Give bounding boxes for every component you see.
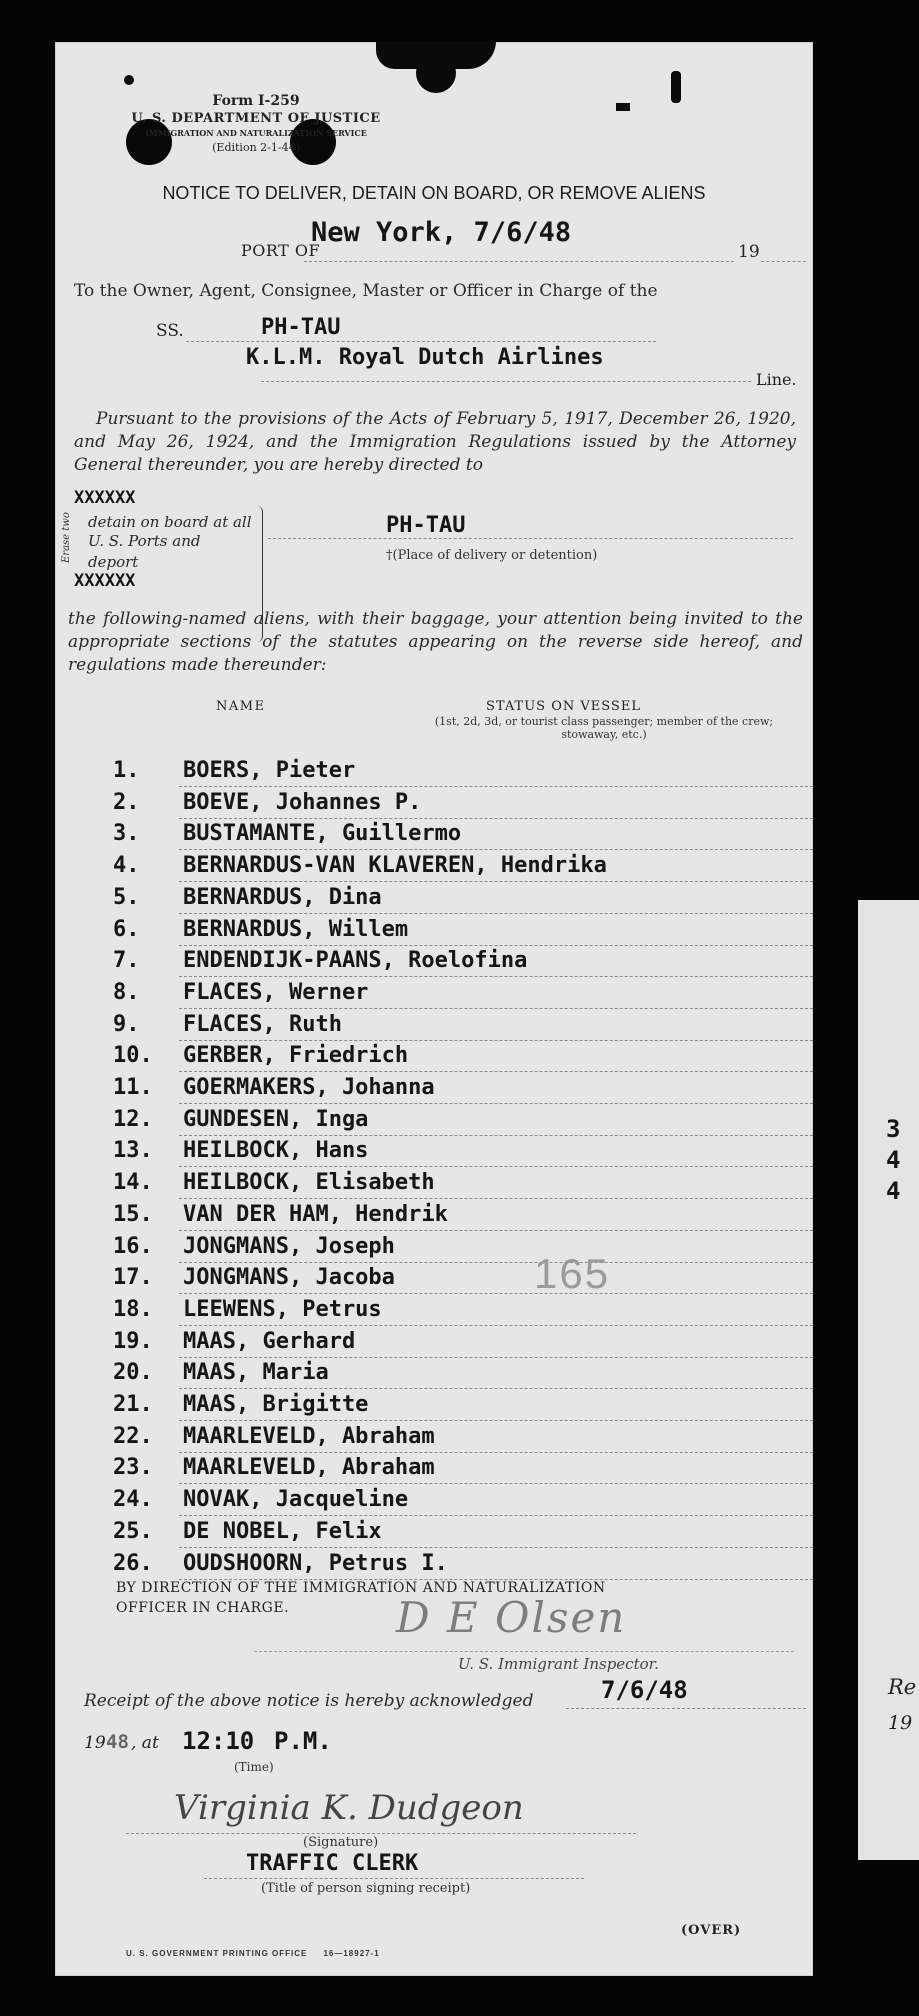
alien-row-number: 7. <box>113 948 140 974</box>
signature-label: (Signature) <box>303 1835 379 1850</box>
column-header-status: STATUS ON VESSEL <box>486 699 641 714</box>
option-deliver-struck: XXXXXX <box>74 488 136 508</box>
alien-row-line <box>179 1040 813 1041</box>
alien-row <box>113 758 813 788</box>
adjacent-page-digit: 4 <box>886 1177 901 1205</box>
alien-row <box>113 1138 813 1168</box>
alien-row <box>113 885 813 915</box>
alien-row-line <box>179 913 813 914</box>
alien-name: MAAS, Maria <box>183 1360 329 1386</box>
year-prefix: 19 <box>738 242 760 262</box>
alien-row-line <box>179 849 813 850</box>
alien-name: HEILBOCK, Hans <box>183 1138 369 1164</box>
alien-row-line <box>179 1325 813 1326</box>
adjacent-page-year-text: 19 <box>888 1712 913 1734</box>
alien-row-number: 25. <box>113 1518 153 1544</box>
alien-row-line <box>179 945 813 946</box>
alien-row <box>113 1487 813 1517</box>
alien-row-line <box>179 1357 813 1358</box>
option-remove-struck: XXXXXX <box>74 571 136 591</box>
alien-row-line <box>179 1198 813 1199</box>
alien-row <box>113 1297 813 1327</box>
pursuant-paragraph: Pursuant to the provisions of the Acts of February 5, 1917, December 26, 1920, and May 26, 1924, and the Immigration Regulations issued by the Attorney General thereunder, you are hereby directed to <box>74 409 796 475</box>
alien-row-number: 1. <box>113 758 140 783</box>
alien-name: ENDENDIJK-PAANS, Roelofina <box>183 948 528 974</box>
alien-row-number: 4. <box>113 853 140 879</box>
alien-row <box>113 1075 813 1105</box>
adjacent-page-edge <box>858 900 919 1860</box>
ss-label: SS. <box>156 321 184 341</box>
option-detain-text: detain on board at all U. S. Ports and <box>88 513 252 550</box>
alien-row-line <box>179 1230 813 1231</box>
alien-row-line <box>179 976 813 977</box>
alien-name: DE NOBEL, Felix <box>183 1518 382 1544</box>
inspector-signature-line <box>254 1651 794 1652</box>
alien-row-line <box>179 1388 813 1389</box>
airline-line-rule <box>261 381 751 382</box>
form-id: Form I-259 <box>212 93 300 109</box>
alien-row <box>113 1392 813 1422</box>
alien-name: HEILBOCK, Elisabeth <box>183 1170 435 1196</box>
receipt-date-line <box>566 1708 806 1709</box>
alien-row <box>113 980 813 1010</box>
alien-name: LEEWENS, Petrus <box>183 1296 382 1322</box>
following-paragraph: the following-named aliens, with their baggage, your attention being invited to the appropriate sections of the statutes appearing on the reverse side hereof, and regulations made thereunder: <box>68 609 803 675</box>
alien-row-number: 23. <box>113 1455 153 1481</box>
over-label: (OVER) <box>681 1923 742 1938</box>
alien-row <box>113 1265 813 1295</box>
alien-row <box>113 1170 813 1200</box>
alien-name: FLACES, Werner <box>183 979 369 1005</box>
receipt-text: Receipt of the above notice is hereby acknowledged <box>84 1691 534 1711</box>
line-label: Line. <box>756 370 797 389</box>
alien-row <box>113 1329 813 1359</box>
alien-name: MAAS, Gerhard <box>183 1328 356 1354</box>
alien-row-line <box>179 1135 813 1136</box>
alien-row <box>113 790 813 820</box>
alien-row-line <box>179 1008 813 1009</box>
alien-name: MAARLEVELD, Abraham <box>183 1455 435 1481</box>
alien-row <box>113 1424 813 1454</box>
receipt-date: 7/6/48 <box>601 1676 688 1704</box>
alien-row-number: 11. <box>113 1075 153 1100</box>
alien-row <box>113 1107 813 1137</box>
alien-row-number: 22. <box>113 1423 153 1449</box>
alien-row-line <box>179 1420 813 1421</box>
port-label: PORT OF <box>241 241 321 260</box>
alien-row <box>113 1519 813 1549</box>
addressee-text: To the Owner, Agent, Consignee, Master or Officer in Charge of the <box>74 281 658 301</box>
option-deport-text: deport <box>88 553 139 571</box>
receipt-at-label: , at <box>131 1733 159 1753</box>
alien-row-number: 24. <box>113 1487 153 1513</box>
alien-row-number: 15. <box>113 1201 153 1227</box>
alien-row <box>113 1455 813 1485</box>
alien-row-number: 8. <box>113 979 140 1005</box>
column-status-note: (1st, 2d, 3d, or tourist class passenger; member of the crew; stowaway, etc.) <box>434 715 774 741</box>
alien-row <box>113 917 813 947</box>
ink-mark <box>616 103 630 111</box>
alien-row <box>113 1202 813 1232</box>
alien-row-number: 2. <box>113 789 140 815</box>
alien-row-number: 12. <box>113 1106 153 1132</box>
time-label: (Time) <box>234 1760 274 1774</box>
alien-row-line <box>179 1483 813 1484</box>
receipt-time-value: 12:10 <box>182 1727 255 1755</box>
alien-row-line <box>179 881 813 882</box>
alien-name: MAAS, Brigitte <box>183 1392 369 1417</box>
clerk-title-label: (Title of person signing receipt) <box>261 1881 471 1896</box>
alien-row-number: 14. <box>113 1170 153 1196</box>
alien-name: BOERS, Pieter <box>183 758 356 783</box>
alien-row-number: 3. <box>113 821 140 847</box>
alien-name: GERBER, Friedrich <box>183 1043 409 1069</box>
printing-office-imprint: U. S. GOVERNMENT PRINTING OFFICE 16—18927-1 <box>126 1949 380 1958</box>
alien-name: VAN DER HAM, Hendrik <box>183 1201 448 1227</box>
alien-name: OUDSHOORN, Petrus I. <box>183 1550 448 1576</box>
option-side-label: Erase two <box>61 512 72 563</box>
alien-name: JONGMANS, Joseph <box>183 1233 395 1259</box>
adjacent-page-receipt-text: Re <box>888 1675 917 1699</box>
alien-row-number: 16. <box>113 1233 153 1259</box>
alien-name: BERNARDUS, Willem <box>183 916 409 942</box>
ss-value: PH-TAU <box>261 315 341 340</box>
alien-name: FLACES, Ruth <box>183 1011 342 1037</box>
alien-name: BERNARDUS, Dina <box>183 884 382 910</box>
adjacent-page-digit: 3 <box>886 1115 901 1143</box>
alien-name: BERNARDUS-VAN KLAVEREN, Hendrika <box>183 853 607 879</box>
year-line <box>761 261 806 262</box>
alien-row-line <box>179 1293 813 1294</box>
adjacent-page-digit: 4 <box>886 1146 901 1174</box>
alien-row-number: 18. <box>113 1296 153 1322</box>
alien-row-number: 10. <box>113 1043 153 1069</box>
clerk-title-value: TRAFFIC CLERK <box>246 1851 419 1876</box>
form-edition: (Edition 2-1-44) <box>212 141 300 154</box>
alien-row <box>113 821 813 851</box>
alien-row-line <box>179 1547 813 1548</box>
alien-name: NOVAK, Jacqueline <box>183 1487 409 1513</box>
alien-row-number: 5. <box>113 884 140 910</box>
alien-row-number: 26. <box>113 1550 153 1576</box>
alien-row-line <box>179 1515 813 1516</box>
alien-row <box>113 1043 813 1073</box>
alien-row <box>113 1551 813 1581</box>
port-line <box>304 261 734 262</box>
alien-row-number: 20. <box>113 1360 153 1386</box>
place-line <box>268 538 793 539</box>
inspector-label: U. S. Immigrant Inspector. <box>458 1655 659 1673</box>
service-name: IMMIGRATION AND NATURALIZATION SERVICE <box>145 128 367 138</box>
alien-row-line <box>179 1452 813 1453</box>
alien-row <box>113 948 813 978</box>
alien-row <box>113 1234 813 1264</box>
alien-row-number: 13. <box>113 1138 153 1164</box>
form-title: NOTICE TO DELIVER, DETAIN ON BOARD, OR REMOVE ALIENS <box>162 183 706 203</box>
ink-mark <box>671 71 681 103</box>
column-header-name: NAME <box>216 699 266 714</box>
alien-row-line <box>179 1262 813 1263</box>
airline-line-value: K.L.M. Royal Dutch Airlines <box>246 345 604 370</box>
direction-text: BY DIRECTION OF THE IMMIGRATION AND NATURALIZATION OFFICER IN CHARGE. <box>116 1580 606 1616</box>
ink-mark <box>124 75 134 85</box>
receipt-ampm: P.M. <box>274 1727 332 1755</box>
alien-row-line <box>179 818 813 819</box>
alien-row <box>113 1012 813 1042</box>
inspector-signature: D E Olsen <box>396 1593 627 1642</box>
alien-row-number: 6. <box>113 916 140 942</box>
alien-row-line <box>179 786 813 787</box>
alien-name: BUSTAMANTE, Guillermo <box>183 821 462 847</box>
department-name: U. S. DEPARTMENT OF JUSTICE <box>131 111 381 126</box>
alien-name: JONGMANS, Jacoba <box>183 1265 395 1291</box>
clerk-title-line <box>204 1878 584 1879</box>
clerk-signature: Virginia K. Dudgeon <box>174 1788 524 1828</box>
place-value: PH-TAU <box>386 513 466 538</box>
alien-row-number: 21. <box>113 1392 153 1417</box>
alien-row-line <box>179 1103 813 1104</box>
port-value: New York, 7/6/48 <box>311 217 572 248</box>
alien-row-number: 19. <box>113 1328 153 1354</box>
alien-name: GUNDESEN, Inga <box>183 1106 369 1132</box>
alien-row-number: 9. <box>113 1011 140 1037</box>
alien-name: BOEVE, Johannes P. <box>183 789 422 815</box>
place-label: †(Place of delivery or detention) <box>386 548 598 563</box>
stamped-number: 165 <box>534 1250 611 1297</box>
receipt-year-value: 48 <box>106 1731 129 1753</box>
alien-row-line <box>179 1071 813 1072</box>
form-i259-page <box>55 42 813 1976</box>
alien-row <box>113 853 813 883</box>
alien-row-number: 17. <box>113 1265 153 1291</box>
alien-row <box>113 1360 813 1390</box>
receipt-year-prefix: 19 <box>84 1733 106 1753</box>
alien-row-line <box>179 1166 813 1167</box>
alien-name: MAARLEVELD, Abraham <box>183 1423 435 1449</box>
alien-name: GOERMAKERS, Johanna <box>183 1075 435 1100</box>
ss-line <box>186 341 656 342</box>
torn-edge-mark <box>416 53 456 93</box>
clerk-signature-line <box>126 1833 636 1834</box>
